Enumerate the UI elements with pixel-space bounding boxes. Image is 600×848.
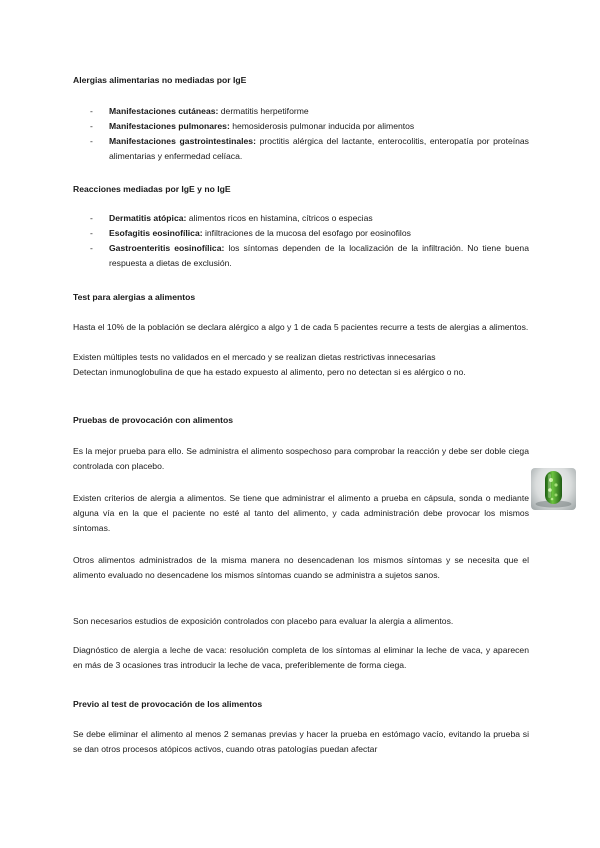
list-item-term: Gastroenteritis eosinofílica: (109, 243, 225, 253)
list-item (90, 241, 529, 271)
list-item (90, 104, 529, 119)
paragraph: Existen múltiples tests no validados en el mercado y se realizan dietas restrictivas innecesarias (73, 352, 436, 362)
list-dash: - (90, 213, 93, 223)
list-item (90, 134, 529, 164)
list-item-text: proctitis alérgica del lactante, enterocolitis, enteropatía por proteínas alimentarias y enfermedad celíaca. (109, 136, 529, 161)
list-no-ige (90, 104, 529, 164)
list-dash: - (90, 121, 93, 131)
capsule-graphic (531, 468, 576, 510)
list-item-term: Manifestaciones pulmonares: (109, 121, 230, 131)
list-dash: - (90, 228, 93, 238)
paragraph: Diagnóstico de alergia a leche de vaca: resolución completa de los síntomas al eliminar la leche de vaca, y aparecen en más de 3 ocasiones tras introducir la leche de vaca, preferiblemente de forma ciega. (73, 645, 529, 670)
list-item (90, 119, 529, 134)
list-item-term: Esofagitis eosinofílica: (109, 228, 203, 238)
list-item-text: alimentos ricos en histamina, cítricos o especias (186, 213, 373, 223)
paragraph: Existen criterios de alergia a alimentos. Se tiene que administrar el alimento a prueba en cápsula, sonda o mediante alguna vía en la que el paciente no esté al tanto del alimento, y cada administración debe provocar los mismos síntomas. (73, 493, 529, 533)
green-capsule-icon (531, 468, 576, 510)
list-dash: - (90, 243, 93, 253)
heading-previo: Previo al test de provocación de los alimentos (73, 699, 263, 709)
paragraph: Son necesarios estudios de exposición controlados con placebo para evaluar la alergia a alimentos. (73, 616, 454, 626)
heading-test-alergias: Test para alergias a alimentos (73, 292, 196, 302)
list-dash: - (90, 136, 93, 146)
paragraph: Otros alimentos administrados de la misma manera no desencadenan los mismos síntomas y se necesita que el alimento evaluado no desencadene los mismos síntomas cuando se administra a sujetos sanos. (73, 555, 529, 580)
list-item-text: infiltraciones de la mucosa del esofago por eosinofilos (202, 228, 411, 238)
list-item (90, 226, 529, 241)
list-item-term: Manifestaciones cutáneas: (109, 106, 219, 116)
list-ige-no-ige (90, 211, 529, 271)
list-item-text: hemosiderosis pulmonar inducida por alimentos (229, 121, 415, 131)
list-item-term: Manifestaciones gastrointestinales: (109, 136, 256, 146)
heading-no-ige: Alergias alimentarias no mediadas por IgE (73, 75, 247, 85)
heading-provocacion: Pruebas de provocación con alimentos (73, 415, 233, 425)
heading-ige-no-ige: Reacciones mediadas por IgE y no IgE (73, 184, 231, 194)
paragraph: Se debe eliminar el alimento al menos 2 semanas previas y hacer la prueba en estómago vacío, evitando la prueba si se dan otros procesos atópicos activos, cuando otras patologías puedan afectar (73, 729, 529, 754)
paragraph: Es la mejor prueba para ello. Se administra el alimento sospechoso para comprobar la reacción y debe ser doble ciega controlada con placebo. (73, 446, 529, 471)
list-item-text: los síntomas dependen de la localización de la infiltración. No tiene buena respuesta a dietas de exclusión. (109, 243, 529, 268)
list-dash: - (90, 106, 93, 116)
list-item-text: dermatitis herpetiforme (218, 106, 309, 116)
paragraph: Hasta el 10% de la población se declara alérgico a algo y 1 de cada 5 pacientes recurre a tests de alergias a alimentos. (73, 322, 529, 332)
paragraph: Detectan inmunoglobulina de que ha estado expuesto al alimento, pero no detectan si es alérgico o no. (73, 367, 466, 377)
list-item (90, 211, 529, 226)
list-item-term: Dermatitis atópica: (109, 213, 187, 223)
